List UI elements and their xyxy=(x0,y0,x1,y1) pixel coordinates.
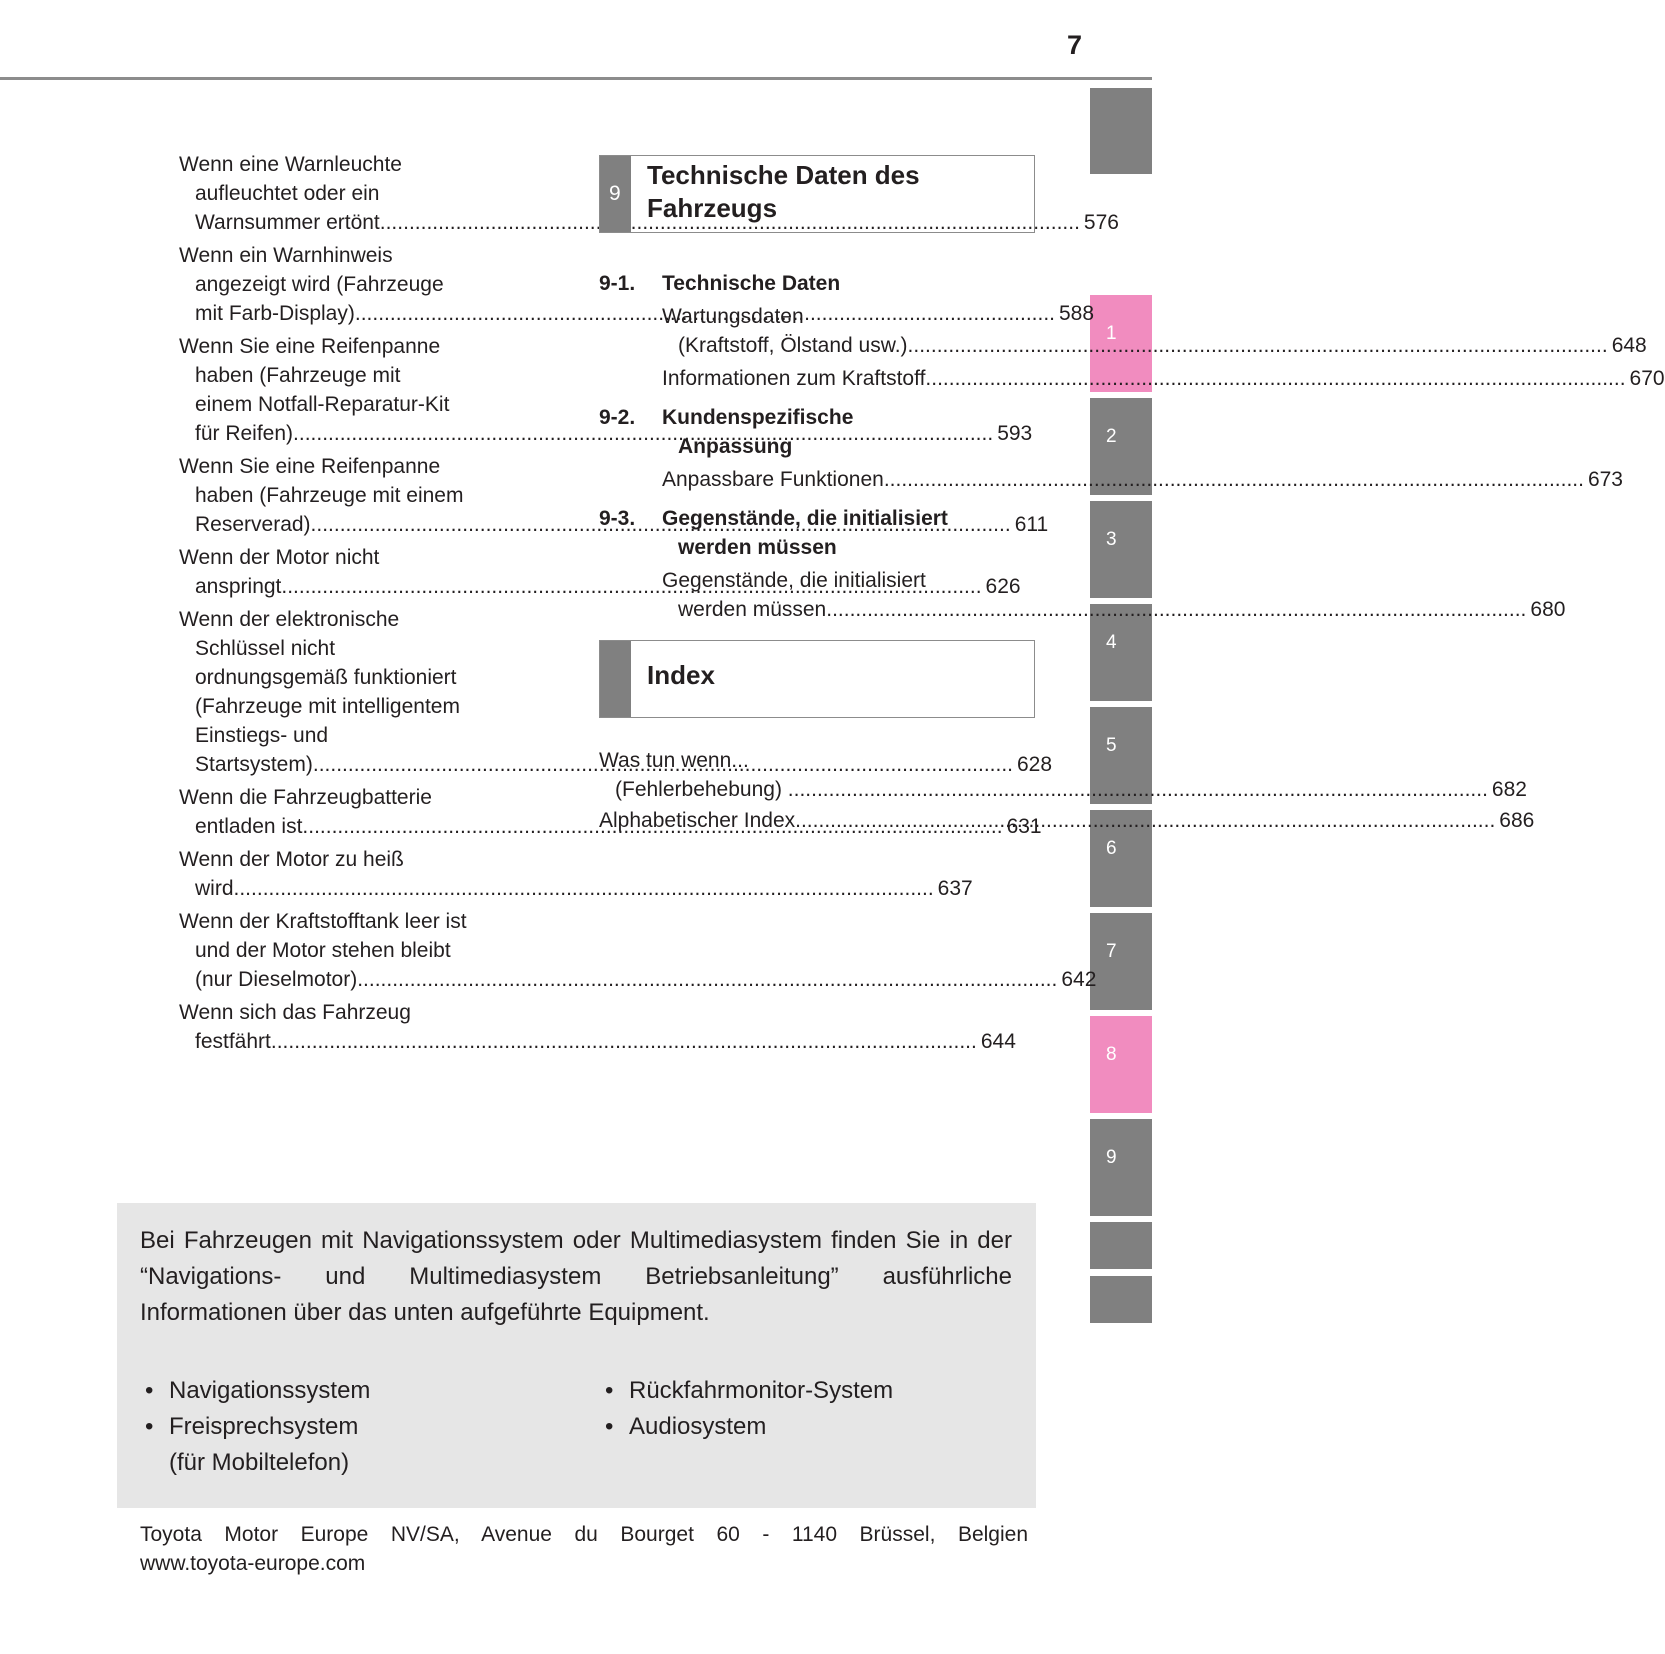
toc-entry[interactable]: Wenn die Fahrzeugbatterie entladen ist ..... 631 xyxy=(179,783,537,841)
list-item: • Rückfahrmonitor-System xyxy=(605,1377,894,1404)
page-ref: 611 xyxy=(1014,513,1049,536)
subsection-heading[interactable]: 9-2. Kundenspezifische Anpassung xyxy=(599,406,854,458)
page-ref: 644 xyxy=(980,1030,1016,1053)
page-ref: 673 xyxy=(1587,468,1623,491)
toc-entry[interactable]: Anpassbare Funktionen ..... 673 xyxy=(599,465,1035,494)
toc-entry[interactable]: Wenn der Motor nicht anspringt ..... 626 xyxy=(179,543,537,601)
toc-entry[interactable]: Informationen zum Kraftstoff ..... 670 xyxy=(599,364,1035,393)
chapter-tab[interactable] xyxy=(1090,1222,1152,1269)
page-ref: 670 xyxy=(1629,367,1665,390)
toc-entry[interactable]: Alphabetischer Index ..... 686 xyxy=(599,806,1035,835)
toc-entry[interactable]: Wartungsdaten (Kraftstoff, Ölstand usw.) ..... 648 xyxy=(599,302,1035,360)
toc-entry[interactable]: Wenn Sie eine Reifenpanne haben (Fahrzeuge mit einem Notfall-Reparatur-Kit für Reifen) ..... 593 xyxy=(179,332,537,448)
subsection-heading[interactable]: 9-3. Gegenstände, die initialisiert werden müssen xyxy=(599,507,948,559)
page-ref: 593 xyxy=(997,422,1033,445)
toc-entry[interactable]: Wenn Sie eine Reifenpanne haben (Fahrzeuge mit einem Reserverad) ..... 611 xyxy=(179,452,537,539)
section-title: Technische Daten des Fahrzeugs xyxy=(647,160,920,223)
page-number: 7 xyxy=(1066,30,1082,60)
chapter-tab[interactable] xyxy=(1090,1276,1152,1323)
page-ref: 680 xyxy=(1530,598,1566,621)
toc-entry[interactable]: Wenn der Motor zu heiß wird ..... 637 xyxy=(179,845,537,903)
chapter-tab[interactable] xyxy=(1090,88,1152,174)
section-header-index[interactable] xyxy=(599,640,1035,718)
chapter-tab-4[interactable]: 4 xyxy=(1090,604,1152,701)
page-ref: 648 xyxy=(1611,334,1647,357)
list-item: • Audiosystem xyxy=(605,1413,767,1440)
page-ref: 576 xyxy=(1083,211,1119,234)
toc-entry[interactable]: Gegenstände, die initialisiert werden müssen ..... 680 xyxy=(599,566,1035,624)
list-item: • Navigationssystem xyxy=(145,1377,371,1404)
chapter-tab-5[interactable]: 5 xyxy=(1090,707,1152,804)
section-title: Index xyxy=(647,660,715,690)
subsection-heading[interactable]: 9-1. Technische Daten xyxy=(599,272,841,295)
section-number-badge xyxy=(600,641,631,717)
chapter-tab-3[interactable]: 3 xyxy=(1090,501,1152,598)
page-ref: 682 xyxy=(1491,778,1527,801)
page-ref: 588 xyxy=(1059,302,1095,325)
toc-entry[interactable]: Wenn der elektronische Schlüssel nicht ordnungsgemäß funktioniert (Fahrzeuge mit intelligentem Einstiegs- und Startsystem) ..... 628 xyxy=(179,605,537,779)
info-box xyxy=(117,1203,1036,1508)
header-rule xyxy=(0,77,1152,80)
toc-entry[interactable]: Wenn der Kraftstofftank leer ist und der Motor stehen bleibt (nur Dieselmotor) ..... 642 xyxy=(179,907,537,994)
page-ref: 642 xyxy=(1061,968,1097,991)
toc-entry[interactable]: Wenn ein Warnhinweis angezeigt wird (Fahrzeuge mit Farb-Display) ..... 588 xyxy=(179,241,537,328)
chapter-tab-6[interactable]: 6 xyxy=(1090,810,1152,907)
bullet-list-right xyxy=(605,1373,1025,1445)
page-ref: 631 xyxy=(1006,815,1042,838)
section-number-badge: 9 xyxy=(600,156,631,232)
list-item: • Freisprechsystem (für Mobiltelefon) xyxy=(145,1413,359,1476)
section-header-9[interactable] xyxy=(599,155,1035,233)
page-ref: 628 xyxy=(1017,753,1053,776)
footer-address: Toyota Motor Europe NV/SA, Avenue du Bourget 60 - 1140 Brüssel, Belgien xyxy=(140,1523,1028,1546)
page-ref: 686 xyxy=(1499,809,1535,832)
page-ref: 626 xyxy=(985,575,1021,598)
footer-url[interactable]: www.toyota-europe.com xyxy=(140,1552,366,1575)
toc-entry[interactable]: Wenn eine Warnleuchte aufleuchtet oder ein Warnsummer ertönt ..... 576 xyxy=(179,150,537,237)
page-ref: 637 xyxy=(937,877,973,900)
toc-entry[interactable]: Was tun wenn... (Fehlerbehebung) ..... 682 xyxy=(599,746,1035,804)
footer xyxy=(140,1520,1028,1578)
chapter-tab-9[interactable]: 9 xyxy=(1090,1119,1152,1216)
chapter-tab-7[interactable]: 7 xyxy=(1090,913,1152,1010)
info-text: Bei Fahrzeugen mit Navigationssystem oder Multimediasystem finden Sie in der “Navigations- und Multimediasystem Betriebsanleitung” ausführliche Informationen über das unten aufgeführte Equipment. xyxy=(140,1227,1012,1326)
bullet-list-left xyxy=(145,1373,565,1481)
chapter-tab-8[interactable]: 8 xyxy=(1090,1016,1152,1113)
chapter-tab-2[interactable]: 2 xyxy=(1090,398,1152,495)
chapter-tab-1[interactable]: 1 xyxy=(1090,295,1152,392)
toc-entry[interactable]: Wenn sich das Fahrzeug festfährt. ..... 644 xyxy=(179,998,537,1056)
